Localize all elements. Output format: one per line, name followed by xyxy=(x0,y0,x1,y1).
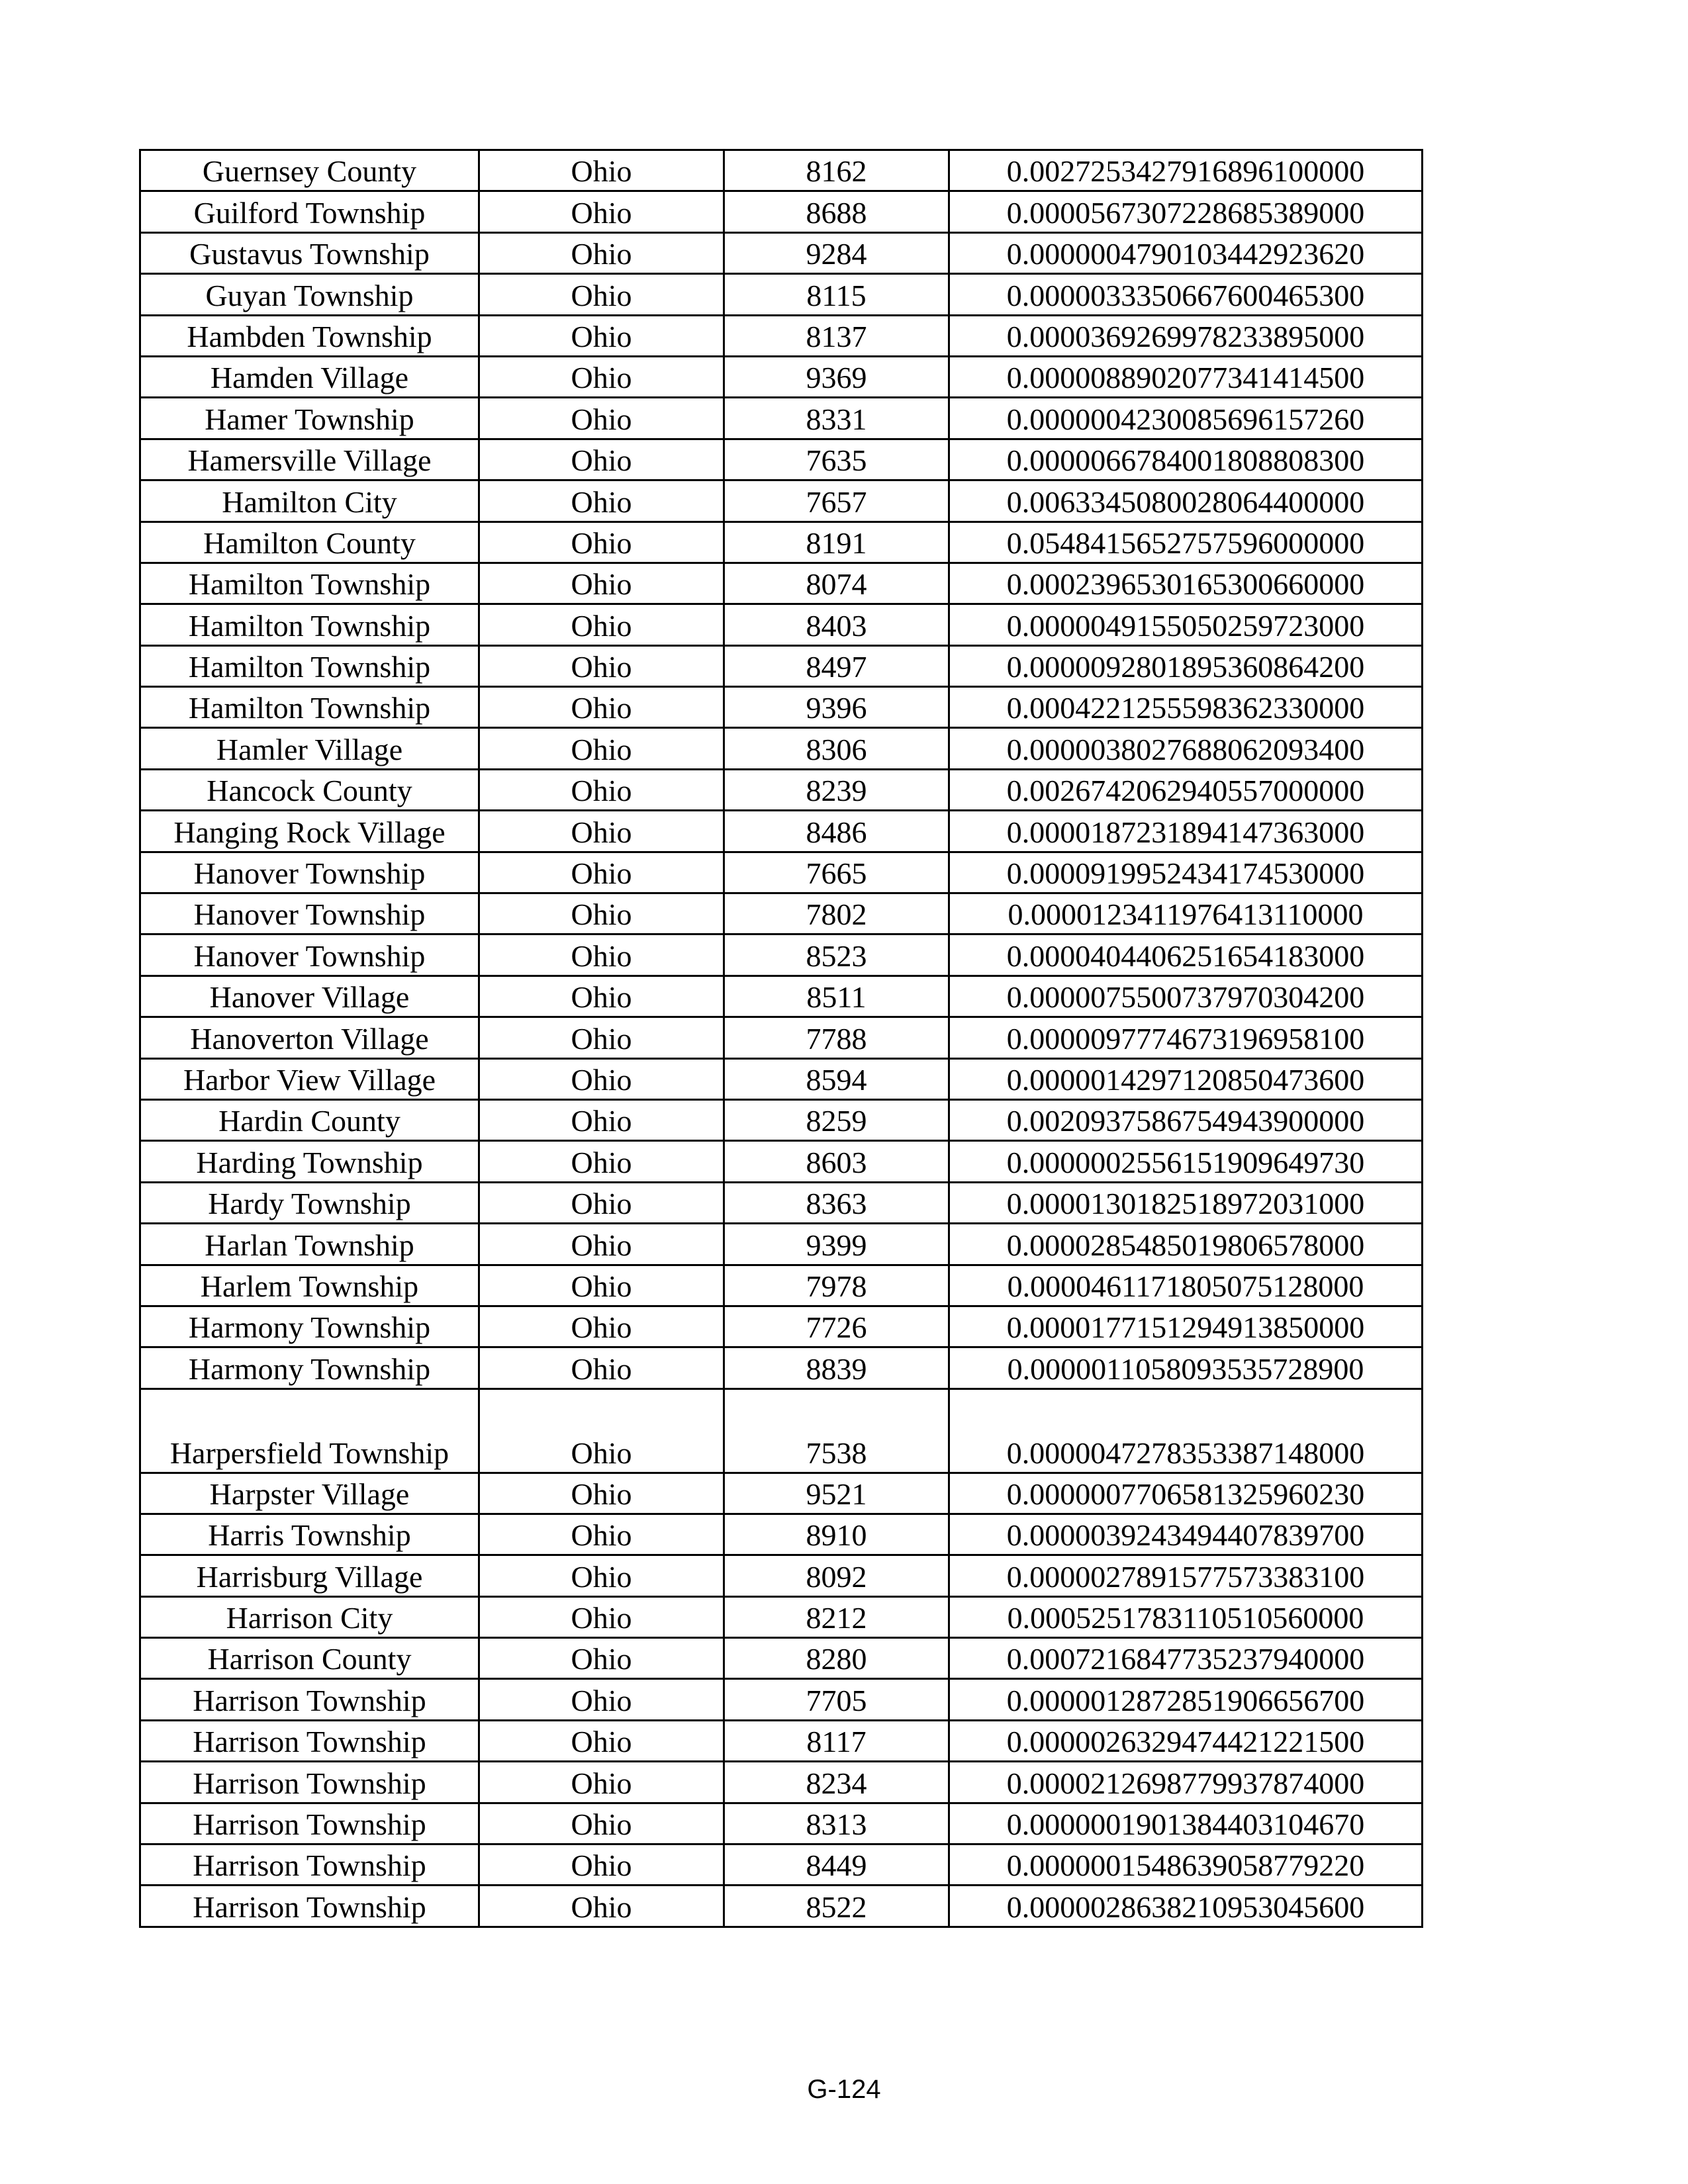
cell-value: 0.0000038027688062093400 xyxy=(949,728,1423,769)
table-row xyxy=(140,1388,1423,1473)
cell-state: Ohio xyxy=(479,811,724,852)
cell-name: Hanover Township xyxy=(140,852,479,893)
cell-state: Ohio xyxy=(479,769,724,810)
cell-name: Harding Township xyxy=(140,1141,479,1182)
table-row xyxy=(140,769,1423,810)
cell-value: 0.0000088902077341414500 xyxy=(949,356,1423,397)
cell-state: Ohio xyxy=(479,1596,724,1637)
cell-name: Hanoverton Village xyxy=(140,1017,479,1058)
cell-id: 8511 xyxy=(724,976,949,1017)
table-row xyxy=(140,1596,1423,1637)
cell-id: 8594 xyxy=(724,1058,949,1099)
cell-value: 0.0000461171805075128000 xyxy=(949,1265,1423,1306)
cell-id: 8497 xyxy=(724,645,949,686)
table-row xyxy=(140,1141,1423,1182)
cell-name: Hamilton Township xyxy=(140,645,479,686)
cell-id: 8910 xyxy=(724,1514,949,1555)
cell-state: Ohio xyxy=(479,728,724,769)
cell-value: 0.0002396530165300660000 xyxy=(949,563,1423,604)
cell-value: 0.0000014297120850473600 xyxy=(949,1058,1423,1099)
table-row xyxy=(140,728,1423,769)
cell-id: 8212 xyxy=(724,1596,949,1637)
table-row xyxy=(140,522,1423,563)
cell-value: 0.0000567307228685389000 xyxy=(949,191,1423,232)
cell-id: 8839 xyxy=(724,1347,949,1388)
cell-state: Ohio xyxy=(479,604,724,645)
cell-name: Hanover Village xyxy=(140,976,479,1017)
page-number: G-124 xyxy=(807,2075,881,2104)
cell-state: Ohio xyxy=(479,1473,724,1514)
cell-name: Harpster Village xyxy=(140,1473,479,1514)
cell-state: Ohio xyxy=(479,274,724,315)
table-row xyxy=(140,563,1423,604)
table-body xyxy=(140,150,1423,1927)
cell-name: Hamilton Township xyxy=(140,687,479,728)
table-row xyxy=(140,1762,1423,1803)
cell-state: Ohio xyxy=(479,1306,724,1347)
cell-state: Ohio xyxy=(479,1638,724,1679)
table-row xyxy=(140,1265,1423,1306)
cell-id: 8486 xyxy=(724,811,949,852)
table-row xyxy=(140,1099,1423,1140)
cell-name: Hamilton County xyxy=(140,522,479,563)
table-row xyxy=(140,1058,1423,1099)
cell-value: 0.0000369269978233895000 xyxy=(949,315,1423,356)
cell-id: 7657 xyxy=(724,480,949,522)
cell-name: Hardy Township xyxy=(140,1182,479,1223)
cell-name: Harlan Township xyxy=(140,1224,479,1265)
table-row xyxy=(140,1555,1423,1596)
cell-value: 0.0000027891577573383100 xyxy=(949,1555,1423,1596)
cell-name: Harbor View Village xyxy=(140,1058,479,1099)
cell-value: 0.0000001901384403104670 xyxy=(949,1803,1423,1844)
table-row xyxy=(140,1347,1423,1388)
table-row xyxy=(140,150,1423,191)
cell-value: 0.0000066784001808808300 xyxy=(949,439,1423,480)
cell-name: Hamilton Township xyxy=(140,604,479,645)
cell-value: 0.0000047278353387148000 xyxy=(949,1388,1423,1473)
cell-name: Guilford Township xyxy=(140,191,479,232)
cell-state: Ohio xyxy=(479,356,724,397)
cell-name: Hancock County xyxy=(140,769,479,810)
cell-state: Ohio xyxy=(479,1017,724,1058)
cell-id: 9396 xyxy=(724,687,949,728)
cell-value: 0.0000404406251654183000 xyxy=(949,934,1423,976)
cell-name: Hamler Village xyxy=(140,728,479,769)
cell-state: Ohio xyxy=(479,1182,724,1223)
cell-state: Ohio xyxy=(479,852,724,893)
table-row xyxy=(140,398,1423,439)
cell-id: 8162 xyxy=(724,150,949,191)
cell-id: 8137 xyxy=(724,315,949,356)
cell-state: Ohio xyxy=(479,1058,724,1099)
cell-name: Harrison Township xyxy=(140,1844,479,1886)
cell-id: 8313 xyxy=(724,1803,949,1844)
cell-value: 0.0000012872851906656700 xyxy=(949,1679,1423,1720)
cell-name: Hamilton Township xyxy=(140,563,479,604)
cell-value: 0.0000130182518972031000 xyxy=(949,1182,1423,1223)
cell-name: Harrison County xyxy=(140,1638,479,1679)
cell-state: Ohio xyxy=(479,1141,724,1182)
cell-id: 7705 xyxy=(724,1679,949,1720)
cell-state: Ohio xyxy=(479,1762,724,1803)
cell-name: Hamer Township xyxy=(140,398,479,439)
cell-name: Hanging Rock Village xyxy=(140,811,479,852)
cell-name: Harlem Township xyxy=(140,1265,479,1306)
cell-name: Gustavus Township xyxy=(140,232,479,273)
cell-state: Ohio xyxy=(479,191,724,232)
cell-id: 9284 xyxy=(724,232,949,273)
cell-name: Harrison Township xyxy=(140,1803,479,1844)
table-row xyxy=(140,191,1423,232)
cell-name: Harrison City xyxy=(140,1596,479,1637)
cell-id: 7788 xyxy=(724,1017,949,1058)
cell-value: 0.0007216847735237940000 xyxy=(949,1638,1423,1679)
cell-name: Hardin County xyxy=(140,1099,479,1140)
table-row xyxy=(140,687,1423,728)
cell-value: 0.0000187231894147363000 xyxy=(949,811,1423,852)
cell-state: Ohio xyxy=(479,1844,724,1886)
table-row xyxy=(140,1514,1423,1555)
table-row xyxy=(140,1224,1423,1265)
cell-id: 8280 xyxy=(724,1638,949,1679)
cell-value: 0.0000123411976413110000 xyxy=(949,893,1423,934)
table-row xyxy=(140,1720,1423,1761)
cell-value: 0.0000007706581325960230 xyxy=(949,1473,1423,1514)
cell-value: 0.0000039243494407839700 xyxy=(949,1514,1423,1555)
cell-state: Ohio xyxy=(479,1099,724,1140)
cell-id: 9521 xyxy=(724,1473,949,1514)
cell-id: 8234 xyxy=(724,1762,949,1803)
cell-value: 0.0026742062940557000000 xyxy=(949,769,1423,810)
cell-id: 9369 xyxy=(724,356,949,397)
cell-value: 0.0000919952434174530000 xyxy=(949,852,1423,893)
cell-name: Harpersfield Township xyxy=(140,1388,479,1473)
table-row xyxy=(140,645,1423,686)
cell-name: Harrison Township xyxy=(140,1886,479,1927)
cell-value: 0.0000002556151909649730 xyxy=(949,1141,1423,1182)
cell-id: 7538 xyxy=(724,1388,949,1473)
table-row xyxy=(140,1473,1423,1514)
cell-name: Harris Township xyxy=(140,1514,479,1555)
cell-value: 0.0000011058093535728900 xyxy=(949,1347,1423,1388)
cell-state: Ohio xyxy=(479,1803,724,1844)
cell-state: Ohio xyxy=(479,480,724,522)
cell-id: 8403 xyxy=(724,604,949,645)
cell-value: 0.0548415652757596000000 xyxy=(949,522,1423,563)
table-row xyxy=(140,356,1423,397)
cell-state: Ohio xyxy=(479,315,724,356)
cell-id: 8363 xyxy=(724,1182,949,1223)
cell-state: Ohio xyxy=(479,893,724,934)
cell-name: Hamilton City xyxy=(140,480,479,522)
cell-id: 7665 xyxy=(724,852,949,893)
cell-value: 0.0000004230085696157260 xyxy=(949,398,1423,439)
table-row xyxy=(140,604,1423,645)
cell-id: 7635 xyxy=(724,439,949,480)
cell-id: 8191 xyxy=(724,522,949,563)
cell-id: 7802 xyxy=(724,893,949,934)
cell-value: 0.0000212698779937874000 xyxy=(949,1762,1423,1803)
cell-id: 9399 xyxy=(724,1224,949,1265)
cell-state: Ohio xyxy=(479,1555,724,1596)
table-row xyxy=(140,1679,1423,1720)
cell-state: Ohio xyxy=(479,522,724,563)
cell-value: 0.0005251783110510560000 xyxy=(949,1596,1423,1637)
cell-value: 0.0000033350667600465300 xyxy=(949,274,1423,315)
cell-state: Ohio xyxy=(479,687,724,728)
cell-value: 0.0000028638210953045600 xyxy=(949,1886,1423,1927)
cell-name: Hamersville Village xyxy=(140,439,479,480)
table-row xyxy=(140,1017,1423,1058)
cell-id: 8603 xyxy=(724,1141,949,1182)
cell-state: Ohio xyxy=(479,645,724,686)
cell-name: Harrison Township xyxy=(140,1762,479,1803)
cell-state: Ohio xyxy=(479,150,724,191)
cell-value: 0.0000004790103442923620 xyxy=(949,232,1423,273)
cell-state: Ohio xyxy=(479,934,724,976)
cell-state: Ohio xyxy=(479,1514,724,1555)
cell-state: Ohio xyxy=(479,1265,724,1306)
cell-id: 8239 xyxy=(724,769,949,810)
cell-state: Ohio xyxy=(479,1720,724,1761)
table-row xyxy=(140,934,1423,976)
cell-id: 8117 xyxy=(724,1720,949,1761)
cell-name: Hamden Village xyxy=(140,356,479,397)
table-row xyxy=(140,439,1423,480)
cell-state: Ohio xyxy=(479,1224,724,1265)
table-row xyxy=(140,1803,1423,1844)
cell-name: Harrison Township xyxy=(140,1679,479,1720)
cell-name: Hanover Township xyxy=(140,934,479,976)
cell-state: Ohio xyxy=(479,563,724,604)
cell-state: Ohio xyxy=(479,976,724,1017)
table-row xyxy=(140,315,1423,356)
cell-value: 0.0000092801895360864200 xyxy=(949,645,1423,686)
table-row xyxy=(140,893,1423,934)
cell-state: Ohio xyxy=(479,1679,724,1720)
cell-id: 8115 xyxy=(724,274,949,315)
table-row xyxy=(140,852,1423,893)
cell-state: Ohio xyxy=(479,1388,724,1473)
table-row xyxy=(140,1886,1423,1927)
cell-id: 8522 xyxy=(724,1886,949,1927)
cell-value: 0.0000075500737970304200 xyxy=(949,976,1423,1017)
cell-name: Guernsey County xyxy=(140,150,479,191)
cell-name: Harmony Township xyxy=(140,1306,479,1347)
cell-id: 8074 xyxy=(724,563,949,604)
table-row xyxy=(140,1182,1423,1223)
cell-id: 8449 xyxy=(724,1844,949,1886)
cell-value: 0.0063345080028064400000 xyxy=(949,480,1423,522)
cell-id: 8523 xyxy=(724,934,949,976)
cell-id: 8092 xyxy=(724,1555,949,1596)
cell-id: 7726 xyxy=(724,1306,949,1347)
table-row xyxy=(140,1638,1423,1679)
table-row xyxy=(140,1844,1423,1886)
cell-id: 8306 xyxy=(724,728,949,769)
cell-value: 0.0004221255598362330000 xyxy=(949,687,1423,728)
table-row xyxy=(140,274,1423,315)
cell-value: 0.0000026329474421221500 xyxy=(949,1720,1423,1761)
cell-value: 0.0000097774673196958100 xyxy=(949,1017,1423,1058)
cell-state: Ohio xyxy=(479,1886,724,1927)
table-row xyxy=(140,1306,1423,1347)
table-row xyxy=(140,811,1423,852)
cell-name: Harmony Township xyxy=(140,1347,479,1388)
cell-id: 8259 xyxy=(724,1099,949,1140)
cell-name: Hambden Township xyxy=(140,315,479,356)
cell-state: Ohio xyxy=(479,1347,724,1388)
cell-id: 8688 xyxy=(724,191,949,232)
cell-name: Guyan Township xyxy=(140,274,479,315)
cell-state: Ohio xyxy=(479,232,724,273)
cell-id: 7978 xyxy=(724,1265,949,1306)
cell-name: Harrison Township xyxy=(140,1720,479,1761)
cell-value: 0.0000285485019806578000 xyxy=(949,1224,1423,1265)
cell-state: Ohio xyxy=(479,439,724,480)
cell-name: Hanover Township xyxy=(140,893,479,934)
table-row xyxy=(140,976,1423,1017)
cell-value: 0.0000001548639058779220 xyxy=(949,1844,1423,1886)
cell-value: 0.0027253427916896100000 xyxy=(949,150,1423,191)
cell-value: 0.0020937586754943900000 xyxy=(949,1099,1423,1140)
cell-id: 8331 xyxy=(724,398,949,439)
table-row xyxy=(140,480,1423,522)
cell-state: Ohio xyxy=(479,398,724,439)
table-row xyxy=(140,232,1423,273)
allocation-table xyxy=(139,149,1423,1928)
cell-value: 0.0000049155050259723000 xyxy=(949,604,1423,645)
cell-value: 0.0000177151294913850000 xyxy=(949,1306,1423,1347)
cell-name: Harrisburg Village xyxy=(140,1555,479,1596)
